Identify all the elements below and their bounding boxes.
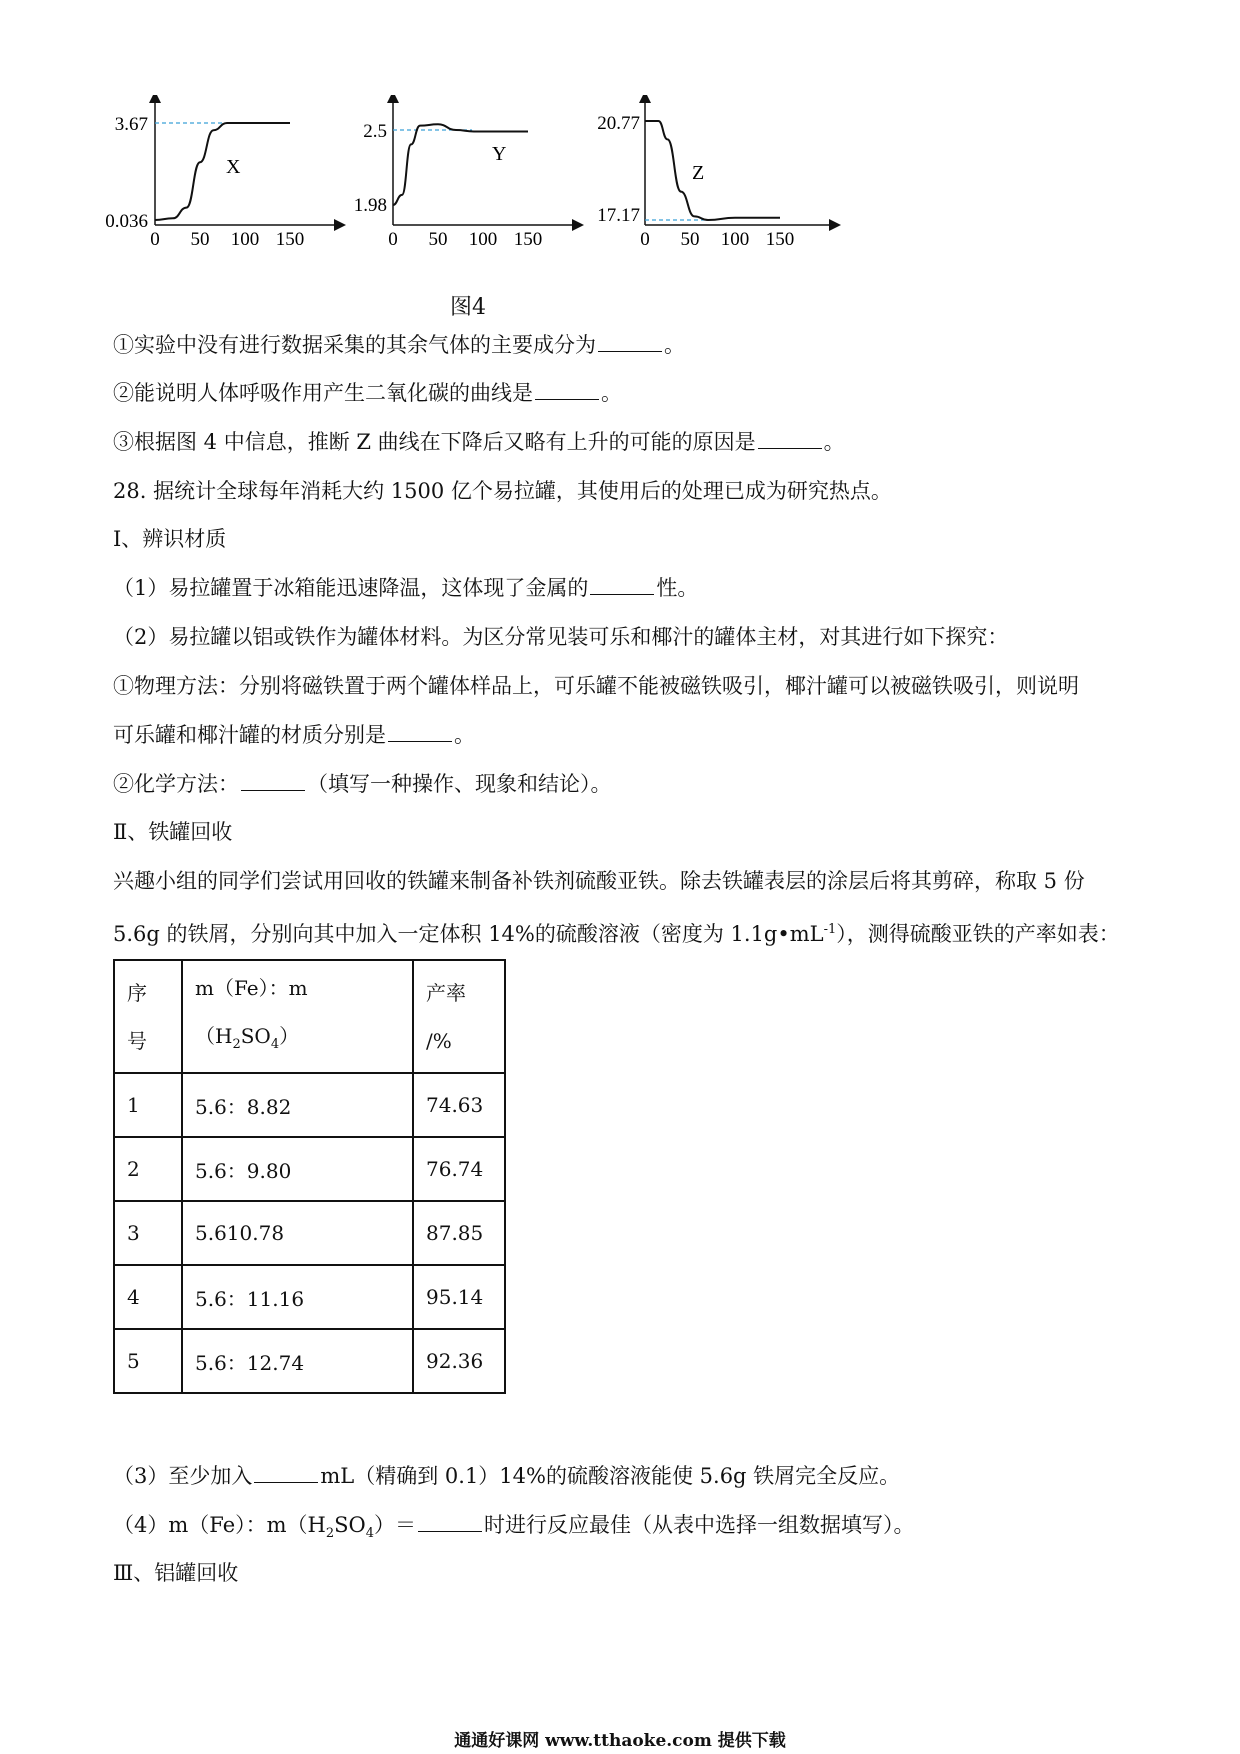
cell-yield: 87.85 xyxy=(413,1201,505,1265)
cell-yield: 74.63 xyxy=(413,1073,505,1137)
question-text-cont: mL（精确到 0.1）14%的硫酸溶液能使 5.6g 铁屑完全反应。 xyxy=(320,1464,901,1488)
chart-y xyxy=(354,97,578,250)
chart-x xyxy=(105,97,340,250)
answer-blank[interactable] xyxy=(758,428,822,449)
question-text: ③根据图 4 中信息，推断 Z 曲线在下降后又略有上升的可能的原因是 xyxy=(113,430,756,454)
question-end: 。 xyxy=(664,333,685,357)
y-tick-top: 3.67 xyxy=(114,114,148,135)
answer-blank[interactable] xyxy=(241,770,305,791)
curve-z xyxy=(645,121,780,220)
answer-blank[interactable] xyxy=(388,721,452,742)
subquestion-4 xyxy=(113,1510,915,1549)
x-tick: 50 xyxy=(428,229,448,250)
header-yield xyxy=(413,960,505,1073)
question-1 xyxy=(113,330,685,360)
question-end: 。 xyxy=(601,381,622,405)
question-end: 。 xyxy=(823,430,845,454)
answer-blank[interactable] xyxy=(418,1511,482,1532)
y-tick-bottom: 17.17 xyxy=(597,205,640,226)
x-tick: 50 xyxy=(190,229,210,250)
superscript: -1 xyxy=(823,922,837,937)
cell-yield: 76.74 xyxy=(413,1137,505,1201)
header-part: （H xyxy=(195,1024,233,1048)
section-1-heading: Ⅰ、辨识材质 xyxy=(113,527,227,551)
cell-ratio: 5.610.78 xyxy=(182,1201,413,1265)
table-row xyxy=(114,1073,505,1137)
paragraph-line-2 xyxy=(113,915,1120,949)
x-tick: 150 xyxy=(765,229,795,250)
yield-table xyxy=(113,959,506,1394)
figure-4 xyxy=(100,95,950,275)
header-ratio xyxy=(182,960,413,1073)
curve-x xyxy=(155,123,290,220)
cell-ratio: 5.6：8.82 xyxy=(182,1073,413,1137)
subquestion-3 xyxy=(113,1461,900,1491)
y-tick-top: 20.77 xyxy=(597,113,640,134)
header-index xyxy=(114,960,182,1073)
paragraph-text-end: ），测得硫酸亚铁的产率如表： xyxy=(836,922,1120,946)
header-text: 序 xyxy=(127,980,147,1005)
y-tick-bottom: 0.036 xyxy=(105,211,148,232)
y-tick-bottom: 1.98 xyxy=(353,195,387,216)
question-text: 可乐罐和椰汁罐的材质分别是 xyxy=(113,723,386,747)
question-text: ①实验中没有进行数据采集的其余气体的主要成分为 xyxy=(113,333,596,357)
cell-ratio: 5.6：9.80 xyxy=(182,1137,413,1201)
subquestion-1 xyxy=(113,573,698,603)
question-text: （4）m（Fe）：m（H xyxy=(113,1513,326,1537)
answer-blank[interactable] xyxy=(598,331,662,352)
table-header-row xyxy=(114,960,505,1073)
header-text: m（Fe）：m xyxy=(195,976,308,1000)
question-text: ②能说明人体呼吸作用产生二氧化碳的曲线是 xyxy=(113,381,533,405)
y-tick-top: 2.5 xyxy=(363,121,387,142)
x-tick: 0 xyxy=(150,229,160,250)
chemical-method xyxy=(113,769,612,799)
subscript: 4 xyxy=(365,1526,375,1542)
subquestion-2: （2）易拉罐以铝或铁作为罐体材料。为区分常见装可乐和椰汁的罐体主材，对其进行如下探究： xyxy=(113,625,1009,649)
header-text xyxy=(195,1012,400,1069)
cell-yield: 92.36 xyxy=(413,1329,505,1393)
question-text: （3）至少加入 xyxy=(113,1464,253,1488)
question-text: ②化学方法： xyxy=(113,772,239,796)
answer-blank[interactable] xyxy=(254,1462,318,1483)
answer-blank[interactable] xyxy=(590,574,654,595)
cell-yield: 95.14 xyxy=(413,1265,505,1329)
header-text: 号 xyxy=(127,1028,147,1053)
answer-blank[interactable] xyxy=(535,379,599,400)
subscript: 4 xyxy=(270,1037,280,1052)
cell-ratio: 5.6：11.16 xyxy=(182,1265,413,1329)
x-tick: 0 xyxy=(640,229,650,250)
question-end: 性。 xyxy=(656,576,699,600)
question-text: SO xyxy=(334,1513,366,1537)
x-tick: 150 xyxy=(275,229,305,250)
cell-ratio: 5.6：12.74 xyxy=(182,1329,413,1393)
curve-y xyxy=(393,124,528,205)
table-row xyxy=(114,1137,505,1201)
x-tick: 100 xyxy=(720,229,750,250)
question-end: （填写一种操作、现象和结论）。 xyxy=(307,772,612,796)
paragraph-text: 5.6g 的铁屑，分别向其中加入一定体积 14%的硫酸溶液（密度为 1.1g•mL xyxy=(113,922,824,946)
x-tick: 100 xyxy=(230,229,260,250)
physical-method: ①物理方法：分别将磁铁置于两个罐体样品上，可乐罐不能被磁铁吸引，椰汁罐可以被磁铁吸引，则说明 xyxy=(113,674,1079,698)
cell-index: 5 xyxy=(114,1329,182,1393)
curve-label: Z xyxy=(692,162,705,184)
x-tick: 100 xyxy=(468,229,498,250)
cell-index: 2 xyxy=(114,1137,182,1201)
x-tick: 150 xyxy=(513,229,543,250)
header-text: /% xyxy=(426,1028,452,1053)
curve-label: X xyxy=(226,156,241,178)
section-2-heading: Ⅱ、铁罐回收 xyxy=(113,820,233,844)
question-3 xyxy=(113,427,845,457)
header-text: 产率 xyxy=(426,980,466,1005)
physical-method-cont xyxy=(113,720,475,750)
question-text: （1）易拉罐置于冰箱能迅速降温，这体现了金属的 xyxy=(113,576,589,600)
section-3-heading: Ⅲ、铝罐回收 xyxy=(113,1561,239,1585)
table-row xyxy=(114,1201,505,1265)
x-tick: 0 xyxy=(388,229,398,250)
table-row xyxy=(114,1329,505,1393)
question-text: ）＝ xyxy=(374,1513,417,1537)
chart-z xyxy=(597,97,835,250)
paragraph-line-1: 兴趣小组的同学们尝试用回收的铁罐来制备补铁剂硫酸亚铁。除去铁罐表层的涂层后将其剪碎，称取 5 份 xyxy=(113,869,1085,893)
x-tick: 50 xyxy=(680,229,700,250)
cell-index: 3 xyxy=(114,1201,182,1265)
subscript: 2 xyxy=(325,1526,335,1542)
header-part: SO xyxy=(240,1024,271,1048)
page-footer: 通通好课网 www.tthaoke.com 提供下载 xyxy=(454,1731,786,1751)
figure-caption: 图4 xyxy=(450,295,486,320)
cell-index: 4 xyxy=(114,1265,182,1329)
cell-index: 1 xyxy=(114,1073,182,1137)
header-part: ） xyxy=(279,1024,300,1048)
subscript: 2 xyxy=(232,1037,241,1052)
question-end: 时进行反应最佳（从表中选择一组数据填写）。 xyxy=(484,1513,915,1537)
problem-28: 28. 据统计全球每年消耗大约 1500 亿个易拉罐，其使用后的处理已成为研究热点。 xyxy=(113,479,892,503)
question-end: 。 xyxy=(454,723,475,747)
curve-label: Y xyxy=(492,143,507,165)
table-row xyxy=(114,1265,505,1329)
question-2 xyxy=(113,378,622,408)
